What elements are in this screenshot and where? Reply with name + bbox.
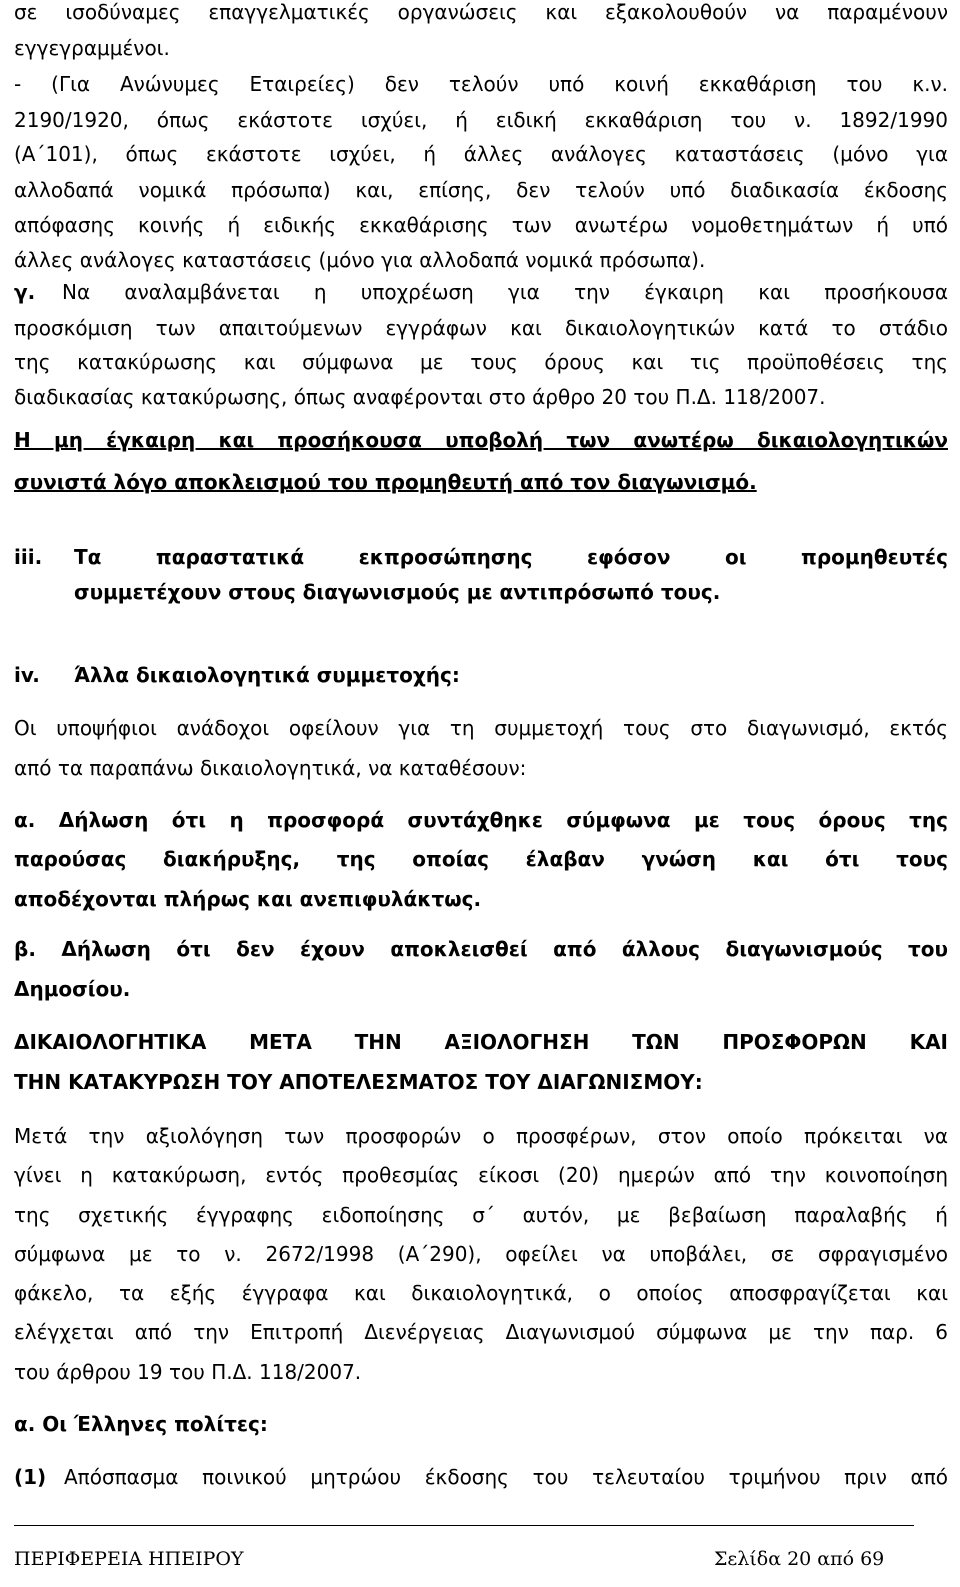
paragraph-line: - (Για Ανώνυμες Εταιρείες) δεν τελούν υπό κοινή εκκαθάριση του κ.ν.	[14, 72, 948, 96]
paragraph-line: γίνει η κατακύρωση, εντός προθεσμίας είκοσι (20) ημερών από την κοινοποίηση	[14, 1163, 948, 1187]
paragraph-line: διαδικασίας κατακύρωσης, όπως αναφέρονται στο άρθρο 20 του Π.Δ. 118/2007.	[14, 385, 826, 409]
paragraph-line: του άρθρου 19 του Π.Δ. 118/2007.	[14, 1360, 362, 1384]
footer-rule	[14, 1525, 914, 1526]
paragraph-line: Δημοσίου.	[14, 977, 131, 1001]
paragraph-line: ελέγχεται από την Επιτροπή Διενέργειας Διαγωνισμού σύμφωνα με την παρ. 6	[14, 1320, 948, 1344]
footer-page-number: Σελίδα 20 από 69	[714, 1548, 885, 1570]
footer-region: ΠΕΡΙΦΕΡΕΙΑ ΗΠΕΙΡΟΥ	[14, 1548, 244, 1570]
paragraph-line: σύμφωνα με το ν. 2672/1998 (Α΄290), οφείλει να υποβάλει, σε σφραγισμένο	[14, 1242, 948, 1266]
paragraph-line: προσκόμιση των απαιτούμενων εγγράφων και δικαιολογητικών κατά το στάδιο	[14, 316, 948, 340]
section-title: ΤΗΝ ΚΑΤΑΚΥΡΩΣΗ ΤΟΥ ΑΠΟΤΕΛΕΣΜΑΤΟΣ ΤΟΥ ΔΙΑΓΩΝΙΣΜΟΥ:	[14, 1070, 703, 1094]
item-marker-g: γ.	[14, 280, 36, 304]
paragraph-line: Τα παραστατικά εκπροσώπησης εφόσον οι προμηθευτές	[74, 545, 948, 569]
subheading: α. Οι Έλληνες πολίτες:	[14, 1412, 268, 1436]
paragraph-line: της κατακύρωσης και σύμφωνα με τους όρους και τις προϋποθέσεις της	[14, 350, 948, 374]
paragraph-line: (Α΄101), όπως εκάστοτε ισχύει, ή άλλες ανάλογες καταστάσεις (μόνο για	[14, 142, 948, 166]
warning-line: συνιστά λόγο αποκλεισμού του προμηθευτή από τον διαγωνισμό.	[14, 470, 757, 494]
item-marker-iv: iv.	[14, 663, 40, 687]
paragraph-line: Οι υποψήφιοι ανάδοχοι οφείλουν για τη συμμετοχή τους στο διαγωνισμό, εκτός	[14, 716, 948, 740]
paragraph-line: αλλοδαπά νομικά πρόσωπα) και, επίσης, δεν τελούν υπό διαδικασία έκδοσης	[14, 178, 948, 202]
paragraph-line: απόφασης κοινής ή ειδικής εκκαθάρισης των ανωτέρω νομοθετημάτων ή υπό	[14, 213, 948, 237]
paragraph-line: Απόσπασμα ποινικού μητρώου έκδοσης του τελευταίου τριμήνου πριν από	[64, 1465, 948, 1489]
item-marker-1: (1)	[14, 1465, 47, 1489]
paragraph-line: αποδέχονται πλήρως και ανεπιφυλάκτως.	[14, 887, 482, 911]
item-marker-iii: iii.	[14, 545, 43, 569]
paragraph-line: α. Δήλωση ότι η προσφορά συντάχθηκε σύμφωνα με τους όρους της	[14, 808, 948, 832]
paragraph-line: από τα παραπάνω δικαιολογητικά, να καταθέσουν:	[14, 756, 527, 780]
paragraph-line: άλλες ανάλογες καταστάσεις (μόνο για αλλοδαπά νομικά πρόσωπα).	[14, 248, 706, 272]
paragraph-line: φάκελο, τα εξής έγγραφα και δικαιολογητικά, ο οποίος αποσφραγίζεται και	[14, 1281, 948, 1305]
paragraph-line: σε ισοδύναμες επαγγελματικές οργανώσεις και εξακολουθούν να παραμένουν	[14, 0, 948, 24]
section-title: ΔΙΚΑΙΟΛΟΓΗΤΙΚΑ ΜΕΤΑ ΤΗΝ ΑΞΙΟΛΟΓΗΣΗ ΤΩΝ ΠΡΟΣΦΟΡΩΝ ΚΑΙ	[14, 1030, 948, 1054]
section-heading: Άλλα δικαιολογητικά συμμετοχής:	[74, 663, 460, 687]
warning-line: Η μη έγκαιρη και προσήκουσα υποβολή των ανωτέρω δικαιολογητικών	[14, 428, 948, 452]
paragraph-line: Μετά την αξιολόγηση των προσφορών ο προσφέρων, στον οποίο πρόκειται να	[14, 1124, 948, 1148]
paragraph-line: β. Δήλωση ότι δεν έχουν αποκλεισθεί από άλλους διαγωνισμούς του	[14, 937, 948, 961]
paragraph-line: παρούσας διακήρυξης, της οποίας έλαβαν γνώση και ότι τους	[14, 847, 948, 871]
paragraph-line: εγγεγραμμένοι.	[14, 36, 170, 60]
paragraph-line: συμμετέχουν στους διαγωνισμούς με αντιπρόσωπό τους.	[74, 580, 721, 604]
paragraph-line: Να αναλαμβάνεται η υποχρέωση για την έγκαιρη και προσήκουσα	[62, 280, 948, 304]
paragraph-line: της σχετικής έγγραφης ειδοποίησης σ΄ αυτόν, με βεβαίωση παραλαβής ή	[14, 1203, 948, 1227]
paragraph-line: 2190/1920, όπως εκάστοτε ισχύει, ή ειδική εκκαθάριση του ν. 1892/1990	[14, 108, 948, 132]
